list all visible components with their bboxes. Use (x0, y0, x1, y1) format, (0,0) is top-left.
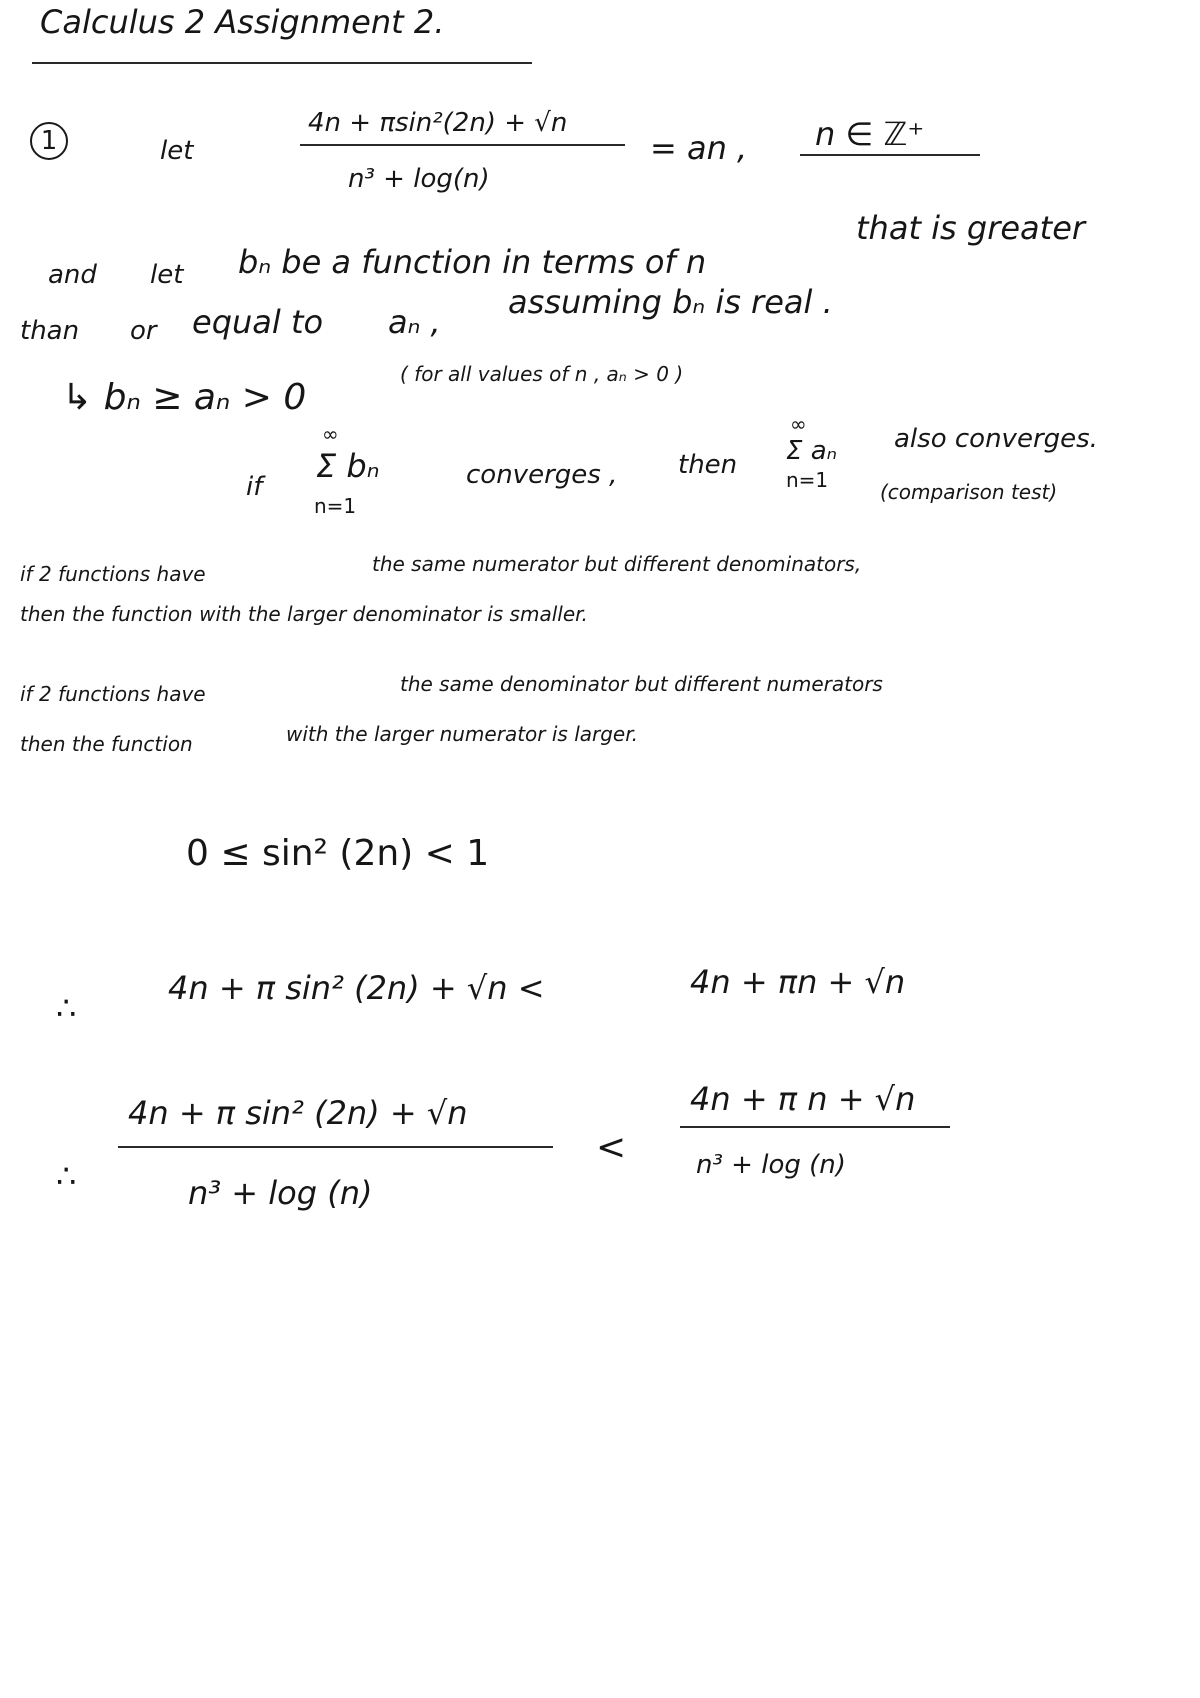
title-underline (32, 62, 532, 64)
text-than: than (20, 316, 80, 346)
sum-bn-upper: ∞ (322, 422, 339, 446)
page-title: Calculus 2 Assignment 2. (40, 3, 445, 41)
sum-an-lower: n=1 (786, 468, 829, 492)
text-assuming: assuming bₙ is real . (508, 283, 833, 321)
domain-statement: n ∈ ℤ⁺ (815, 115, 925, 153)
text-then: then (678, 450, 738, 480)
text-and: and (48, 260, 97, 290)
domain-underline (800, 154, 980, 156)
fraction-bar (300, 144, 625, 146)
text-same-numerator: the same numerator but different denominators, (372, 552, 862, 576)
right-fraction-numerator: 4n + π n + √n (690, 1080, 916, 1118)
a-n-fraction (300, 108, 630, 208)
inequality-sin: 0 ≤ sin² (2n) < 1 (186, 833, 490, 874)
inequality-numerator-right: 4n + πn + √n (690, 963, 906, 1001)
text-an: aₙ , (388, 303, 441, 341)
problem-number: 1 (30, 122, 68, 160)
left-fraction-denominator: n³ + log (n) (188, 1174, 373, 1212)
text-if-2-functions: if 2 functions have (20, 562, 206, 586)
right-fraction-denominator: n³ + log (n) (696, 1150, 846, 1180)
text-larger-denominator: then the function with the larger denominator is smaller. (20, 602, 588, 626)
sum-an: Σ aₙ (786, 436, 837, 466)
therefore-symbol-1: ∴ (56, 989, 77, 1027)
text-bn-geq-an: ↳ bₙ ≥ aₙ > 0 (62, 377, 307, 418)
sum-bn: Σ bₙ (316, 447, 380, 485)
a-n-denominator: n³ + log(n) (348, 164, 490, 194)
less-than-symbol: < (596, 1127, 627, 1168)
left-fraction-numerator: 4n + π sin² (2n) + √n (128, 1094, 468, 1132)
a-n-numerator: 4n + πsin²(2n) + √n (308, 108, 568, 138)
text-comparison-test: (comparison test) (880, 480, 1058, 504)
right-fraction-bar (680, 1126, 950, 1128)
text-or: or (130, 316, 157, 346)
text-converges: converges , (466, 460, 618, 490)
sum-an-upper: ∞ (790, 412, 807, 436)
text-bn-function: bₙ be a function in terms of n (238, 243, 707, 281)
inequality-numerator-left: 4n + π sin² (2n) + √n < (168, 969, 545, 1007)
text-larger-numerator: with the larger numerator is larger. (286, 722, 638, 746)
sum-bn-lower: n=1 (314, 494, 357, 518)
equals-a-n: = an , (650, 129, 748, 167)
text-for-all-n: ( for all values of n , aₙ > 0 ) (400, 362, 684, 386)
left-fraction (118, 1094, 558, 1224)
text-then-function: then the function (20, 732, 193, 756)
therefore-symbol-2: ∴ (56, 1157, 77, 1195)
left-fraction-bar (118, 1146, 553, 1148)
text-equal-to: equal to (192, 303, 324, 341)
text-if: if (246, 472, 263, 502)
text-if-2-functions-2: if 2 functions have (20, 682, 206, 706)
let-word: let (160, 136, 194, 166)
text-greater: that is greater (856, 209, 1086, 247)
text-let: let (150, 260, 184, 290)
right-fraction (680, 1080, 960, 1210)
text-also-converges: also converges. (894, 424, 1098, 454)
text-same-denominator: the same denominator but different numerators (400, 672, 883, 696)
